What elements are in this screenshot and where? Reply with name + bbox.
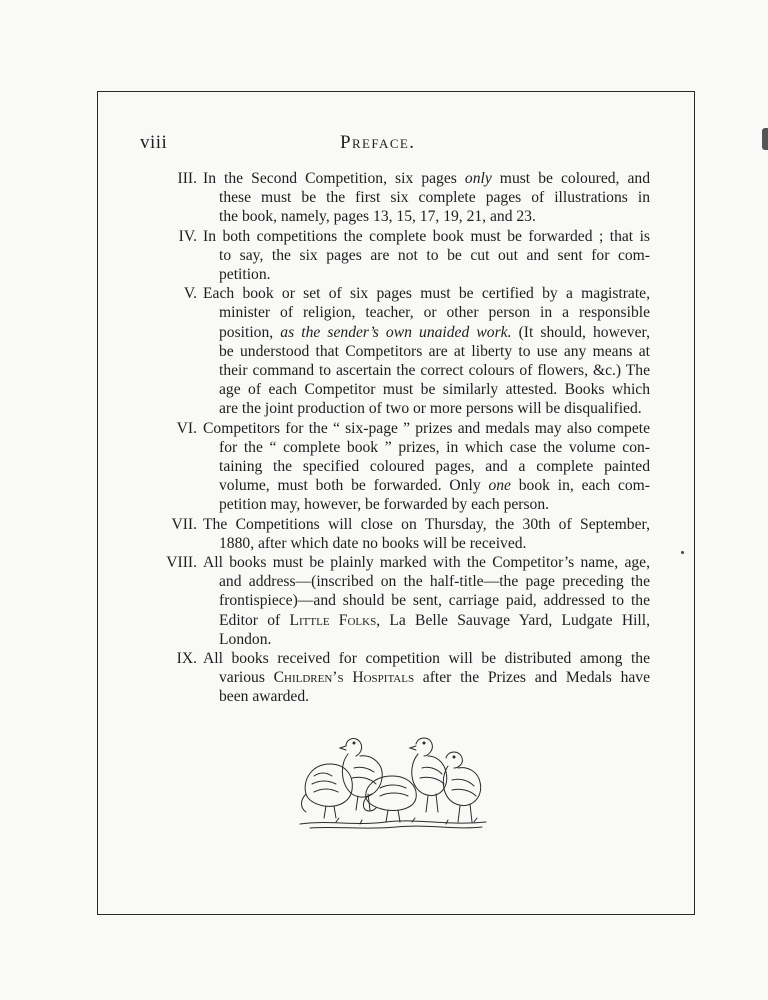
rule-line [203, 342, 650, 361]
rule-number: V. [183, 285, 197, 303]
text-run: and address—(inscribed on the half-title—the page preceding the [219, 573, 650, 591]
small-caps-text: Children’s Hospitals [273, 669, 415, 687]
rule-text [203, 649, 650, 707]
rule-number: VI. [176, 419, 197, 437]
text-run: taining the specified coloured pages, and a complete painted [219, 458, 650, 476]
text-run: All books received for competition will be distributed among the [203, 650, 650, 668]
rule-item [150, 284, 650, 418]
text-run: In the Second Competition, six pages [203, 170, 465, 187]
rule-text [203, 169, 650, 227]
rule-line [203, 534, 650, 553]
rule-line [203, 495, 650, 514]
rule-text [203, 419, 650, 515]
text-run: book in, each com- [510, 477, 650, 495]
text-run: after the Prizes and Medals have [414, 669, 651, 687]
rule-line [203, 457, 650, 476]
text-run: for the “ complete book ” prizes, in which case the volume con- [219, 438, 650, 456]
rule-line [203, 419, 650, 438]
text-run: their command to ascertain the correct colours of flowers, &c.) The [219, 362, 650, 380]
rule-item [150, 553, 650, 649]
text-run: position, [219, 323, 281, 341]
rule-line [203, 438, 650, 457]
text-run: All books must be plainly marked with the Competitor’s name, age, [203, 554, 650, 572]
rule-line [203, 265, 650, 284]
text-run: Editor of [219, 611, 290, 629]
rule-line [203, 476, 650, 495]
rule-line [203, 361, 650, 380]
rule-line [203, 380, 650, 399]
text-run: London. [219, 630, 272, 648]
text-run: must be coloured, and [491, 170, 651, 187]
italic-text: as the sender’s own unaided work. [280, 323, 512, 341]
rule-line [203, 630, 650, 649]
rule-line [203, 591, 650, 610]
rule-line [203, 572, 650, 591]
rule-line [203, 553, 650, 572]
rule-number: IX. [176, 650, 197, 668]
text-run: petition may, however, be forwarded by each person. [219, 496, 550, 514]
rule-item [150, 649, 650, 707]
running-head: Preface. [340, 132, 416, 153]
text-run: (It should, however, [511, 323, 650, 341]
rule-line [203, 207, 650, 226]
rule-text [203, 284, 650, 418]
rule-number: IV. [178, 227, 197, 245]
rule-line [203, 303, 650, 322]
rule-number: III. [177, 170, 197, 187]
text-run: be understood that Competitors are at liberty to use any means at [219, 342, 650, 360]
text-run: frontispiece)—and should be sent, carriage paid, addressed to the [219, 592, 650, 610]
text-run: Competitors for the “ six-page ” prizes and medals may also compete [203, 419, 650, 437]
text-run: are the joint production of two or more persons will be disqualified. [219, 400, 642, 418]
rule-text [203, 553, 650, 649]
rule-number: VII. [171, 515, 197, 533]
rule-line [203, 169, 650, 188]
rule-line [203, 668, 650, 687]
rule-item [150, 227, 650, 285]
text-run: In both competitions the complete book must be forwarded ; that is [203, 227, 650, 245]
text-run: minister of religion, teacher, or other person in a responsible [219, 304, 650, 322]
rule-line [203, 188, 650, 207]
rule-item [150, 515, 650, 553]
ink-speck [681, 551, 684, 554]
rule-text [203, 227, 650, 285]
rule-line [203, 687, 650, 706]
chicks-vignette-icon [296, 732, 492, 832]
rule-line [203, 246, 650, 265]
text-run: volume, must both be forwarded. Only [219, 477, 489, 495]
rule-line [203, 399, 650, 418]
page-number: viii [140, 132, 168, 153]
rule-number: VIII. [166, 554, 197, 572]
text-run: The Competitions will close on Thursday, the 30th of September, [203, 515, 650, 533]
text-run: the book, namely, pages 13, 15, 17, 19, 21, and 23. [219, 208, 536, 226]
competition-rules-list [150, 169, 650, 707]
text-run: various [219, 669, 274, 687]
text-run: these must be the first six complete pages of illustrations in [219, 189, 650, 207]
rule-line [203, 227, 650, 246]
italic-text: one [488, 477, 511, 495]
text-run: age of each Competitor must be similarly attested. Books which [219, 381, 650, 399]
rule-item [150, 169, 650, 227]
rule-item [150, 419, 650, 515]
text-run: to say, the six pages are not to be cut out and sent for com- [219, 246, 650, 264]
text-run: , La Belle Sauvage Yard, Ludgate Hill, [376, 611, 650, 629]
italic-text: only [464, 170, 492, 187]
binding-edge-mark [762, 128, 768, 150]
text-run: 1880, after which date no books will be received. [219, 534, 527, 552]
rule-line [203, 515, 650, 534]
rule-line [203, 611, 650, 630]
rule-line [203, 649, 650, 668]
text-run: Each book or set of six pages must be certified by a magistrate, [203, 285, 650, 303]
rule-line [203, 284, 650, 303]
small-caps-text: Little Folks [289, 611, 377, 629]
rule-line [203, 323, 650, 342]
text-run: petition. [219, 266, 271, 284]
text-run: been awarded. [219, 688, 310, 706]
rule-text [203, 515, 650, 553]
